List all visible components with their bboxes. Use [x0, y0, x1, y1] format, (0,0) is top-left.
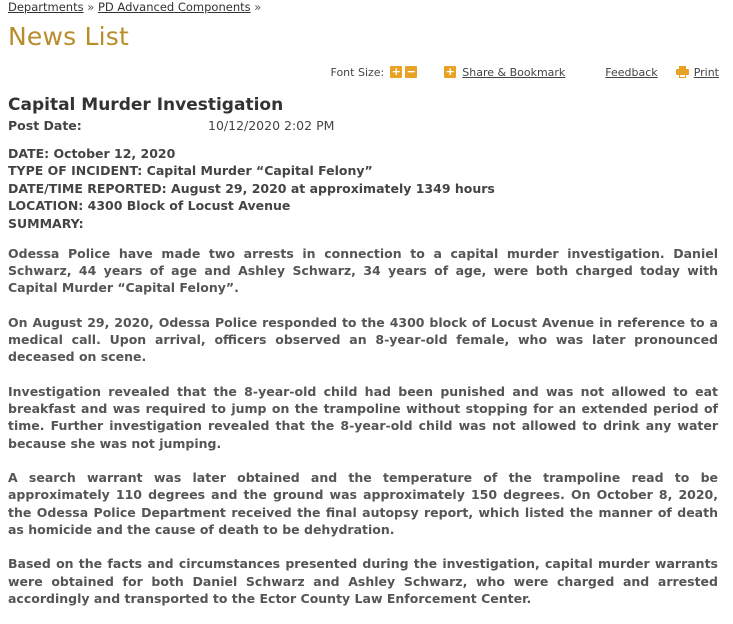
font-size-label: Font Size: — [330, 65, 385, 79]
meta-location: LOCATION: 4300 Block of Locust Avenue — [8, 198, 291, 214]
article-paragraph: Investigation revealed that the 8-year-old child had been punished and was not allowed to eat breakfast and was required to jump on the trampoline without stopping for an extended period of time. Further investigation revealed that the 8-year-old child was not allowed to drink any water because she was not jumping. — [8, 384, 718, 451]
plus-icon: + — [445, 65, 455, 78]
share-bookmark-label[interactable]: Share & Bookmark — [462, 65, 566, 79]
article-paragraph: On August 29, 2020, Odessa Police responded to the 4300 block of Locust Avenue in reference to a medical call. Upon arrival, officers observed an 8-year-old female, who was later pronounced deceased on scene. — [8, 315, 718, 365]
feedback-link[interactable]: Feedback — [605, 65, 658, 79]
font-increase-button[interactable]: + — [391, 65, 401, 78]
breadcrumb-separator: » — [254, 0, 262, 14]
share-bookmark-link[interactable] — [444, 66, 565, 79]
print-label[interactable]: Print — [693, 65, 719, 79]
meta-incident-type: TYPE OF INCIDENT: Capital Murder “Capital Felony” — [8, 163, 373, 179]
breadcrumb-separator: » — [87, 0, 95, 14]
font-decrease-button[interactable]: − — [406, 65, 416, 78]
breadcrumb-link-pd-advanced-components[interactable]: PD Advanced Components — [97, 0, 251, 14]
page-title: News List — [8, 22, 130, 51]
breadcrumb — [8, 0, 261, 14]
feedback-group — [605, 66, 657, 79]
post-date-label: Post Date: — [8, 118, 82, 133]
meta-date-time-reported: DATE/TIME REPORTED: August 29, 2020 at approximately 1349 hours — [8, 180, 495, 196]
article-paragraph: A search warrant was later obtained and the temperature of the trampoline read to be approximately 110 degrees and the ground was approximately 150 degrees. On October 8, 2020, the Odessa Police Department received the final autopsy report, which listed the manner of death as homicide and the cause of death to be dehydration. — [8, 470, 718, 537]
article-title: Capital Murder Investigation — [8, 95, 284, 115]
breadcrumb-link-departments[interactable]: Departments — [8, 0, 84, 14]
article-toolbar — [331, 64, 719, 80]
post-date-value: 10/12/2020 2:02 PM — [208, 118, 335, 133]
incident-meta — [8, 145, 495, 232]
article-body — [8, 245, 718, 624]
article-paragraph: Based on the facts and circumstances presented during the investigation, capital murder warrants were obtained for both Daniel Schwarz and Ashley Schwarz, who were charged and arrested accordingly and transported to the Ector County Law Enforcement Center. — [8, 556, 718, 606]
print-link[interactable] — [676, 66, 719, 79]
meta-summary-label: SUMMARY: — [8, 215, 84, 231]
meta-date: DATE: October 12, 2020 — [8, 146, 176, 161]
printer-icon — [676, 66, 689, 78]
article-paragraph: Odessa Police have made two arrests in connection to a capital murder investigation. Daniel Schwarz, 44 years of age and Ashley Schwarz, 34 years of age, were both charged today with Capital Murder “Capital Felony”. — [8, 246, 718, 296]
